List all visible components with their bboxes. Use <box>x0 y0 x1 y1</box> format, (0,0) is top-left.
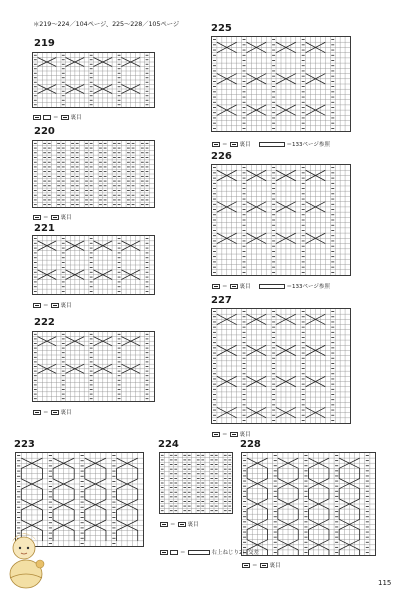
cable-symbol <box>259 142 285 147</box>
legend-symbol <box>51 215 59 220</box>
legend-221 <box>33 301 72 309</box>
pattern-number-224: 224 <box>158 439 179 450</box>
legend-equals: ＝ <box>53 115 59 121</box>
stitch-grid <box>33 53 154 107</box>
pattern-number-220: 220 <box>34 126 55 137</box>
chart-224 <box>159 452 233 514</box>
stitch-grid <box>160 453 232 513</box>
legend-symbol <box>33 303 41 308</box>
cable-symbol <box>259 284 285 289</box>
legend-symbol <box>160 522 168 527</box>
legend-text: 裏目 <box>239 284 251 290</box>
legend-equals: ＝ <box>170 522 176 528</box>
legend-219 <box>33 113 82 121</box>
legend-text: 裏目 <box>60 215 72 221</box>
stitch-grid <box>33 141 154 207</box>
chart-220 <box>32 140 155 208</box>
pattern-number-222: 222 <box>34 317 55 328</box>
stitch-grid <box>33 332 154 401</box>
chart-221 <box>32 235 155 295</box>
stitch-grid <box>33 236 154 294</box>
legend-text: 裏目 <box>239 142 251 148</box>
pattern-number-227: 227 <box>211 295 232 306</box>
legend-symbol <box>51 303 59 308</box>
legend-text: 裏目 <box>187 522 199 528</box>
legend-226 <box>212 282 330 290</box>
stitch-grid <box>212 309 350 423</box>
page-header: ＊219～224／104ページ、225～228／105ページ <box>33 20 180 28</box>
legend-symbol <box>61 115 69 120</box>
legend-text: 裏目 <box>70 115 82 121</box>
legend-blank-symbol <box>170 550 178 555</box>
legend-symbol <box>230 142 238 147</box>
legend-symbol <box>212 432 220 437</box>
legend-text: 裏目 <box>269 563 281 569</box>
chart-225 <box>211 36 351 132</box>
legend-symbol <box>230 432 238 437</box>
chart-228 <box>241 452 376 556</box>
stitch-grid <box>212 165 350 275</box>
legend-228 <box>242 561 281 569</box>
legend-symbol <box>51 410 59 415</box>
legend-symbol <box>33 115 41 120</box>
legend-225 <box>212 140 330 148</box>
page-number: 115 <box>378 579 392 587</box>
chart-227 <box>211 308 351 424</box>
legend-equals: ＝ <box>43 410 49 416</box>
legend-equals: ＝ <box>43 303 49 309</box>
stitch-grid <box>212 37 350 131</box>
pattern-number-225: 225 <box>211 23 232 34</box>
legend-equals: ＝ <box>222 142 228 148</box>
legend-text: 裏目 <box>239 432 251 438</box>
legend-symbol <box>260 563 268 568</box>
legend-symbol <box>212 142 220 147</box>
pattern-number-228: 228 <box>240 439 261 450</box>
legend-220 <box>33 213 72 221</box>
legend-symbol <box>33 410 41 415</box>
legend-symbol <box>212 284 220 289</box>
pattern-number-221: 221 <box>34 223 55 234</box>
legend-222 <box>33 408 72 416</box>
legend-symbol <box>242 563 250 568</box>
chart-219 <box>32 52 155 108</box>
legend-224 <box>160 520 199 528</box>
legend-227 <box>212 430 251 438</box>
legend-text: ＝133ページ参照 <box>286 284 330 290</box>
legend-equals: ＝ <box>222 284 228 290</box>
legend-equals: ＝ <box>252 563 258 569</box>
legend-text: 裏目 <box>60 303 72 309</box>
legend-symbol <box>230 284 238 289</box>
legend-text: 裏目 <box>60 410 72 416</box>
pattern-number-226: 226 <box>211 151 232 162</box>
mascot-illustration <box>2 518 50 592</box>
legend-equals: ＝ <box>43 215 49 221</box>
legend-blank-symbol <box>43 115 51 120</box>
stitch-grid <box>242 453 375 555</box>
chart-222 <box>32 331 155 402</box>
legend-symbol <box>160 550 168 555</box>
pattern-number-219: 219 <box>34 38 55 49</box>
legend-equals: ＝ <box>222 432 228 438</box>
legend-text: 右上ねじり2目交差 <box>211 550 260 556</box>
legend-equals: ＝ <box>180 550 186 556</box>
pattern-number-223: 223 <box>14 439 35 450</box>
legend-symbol <box>178 522 186 527</box>
cable-symbol <box>188 550 210 555</box>
chart-226 <box>211 164 351 276</box>
legend-text: ＝133ページ参照 <box>286 142 330 148</box>
legend-symbol <box>33 215 41 220</box>
